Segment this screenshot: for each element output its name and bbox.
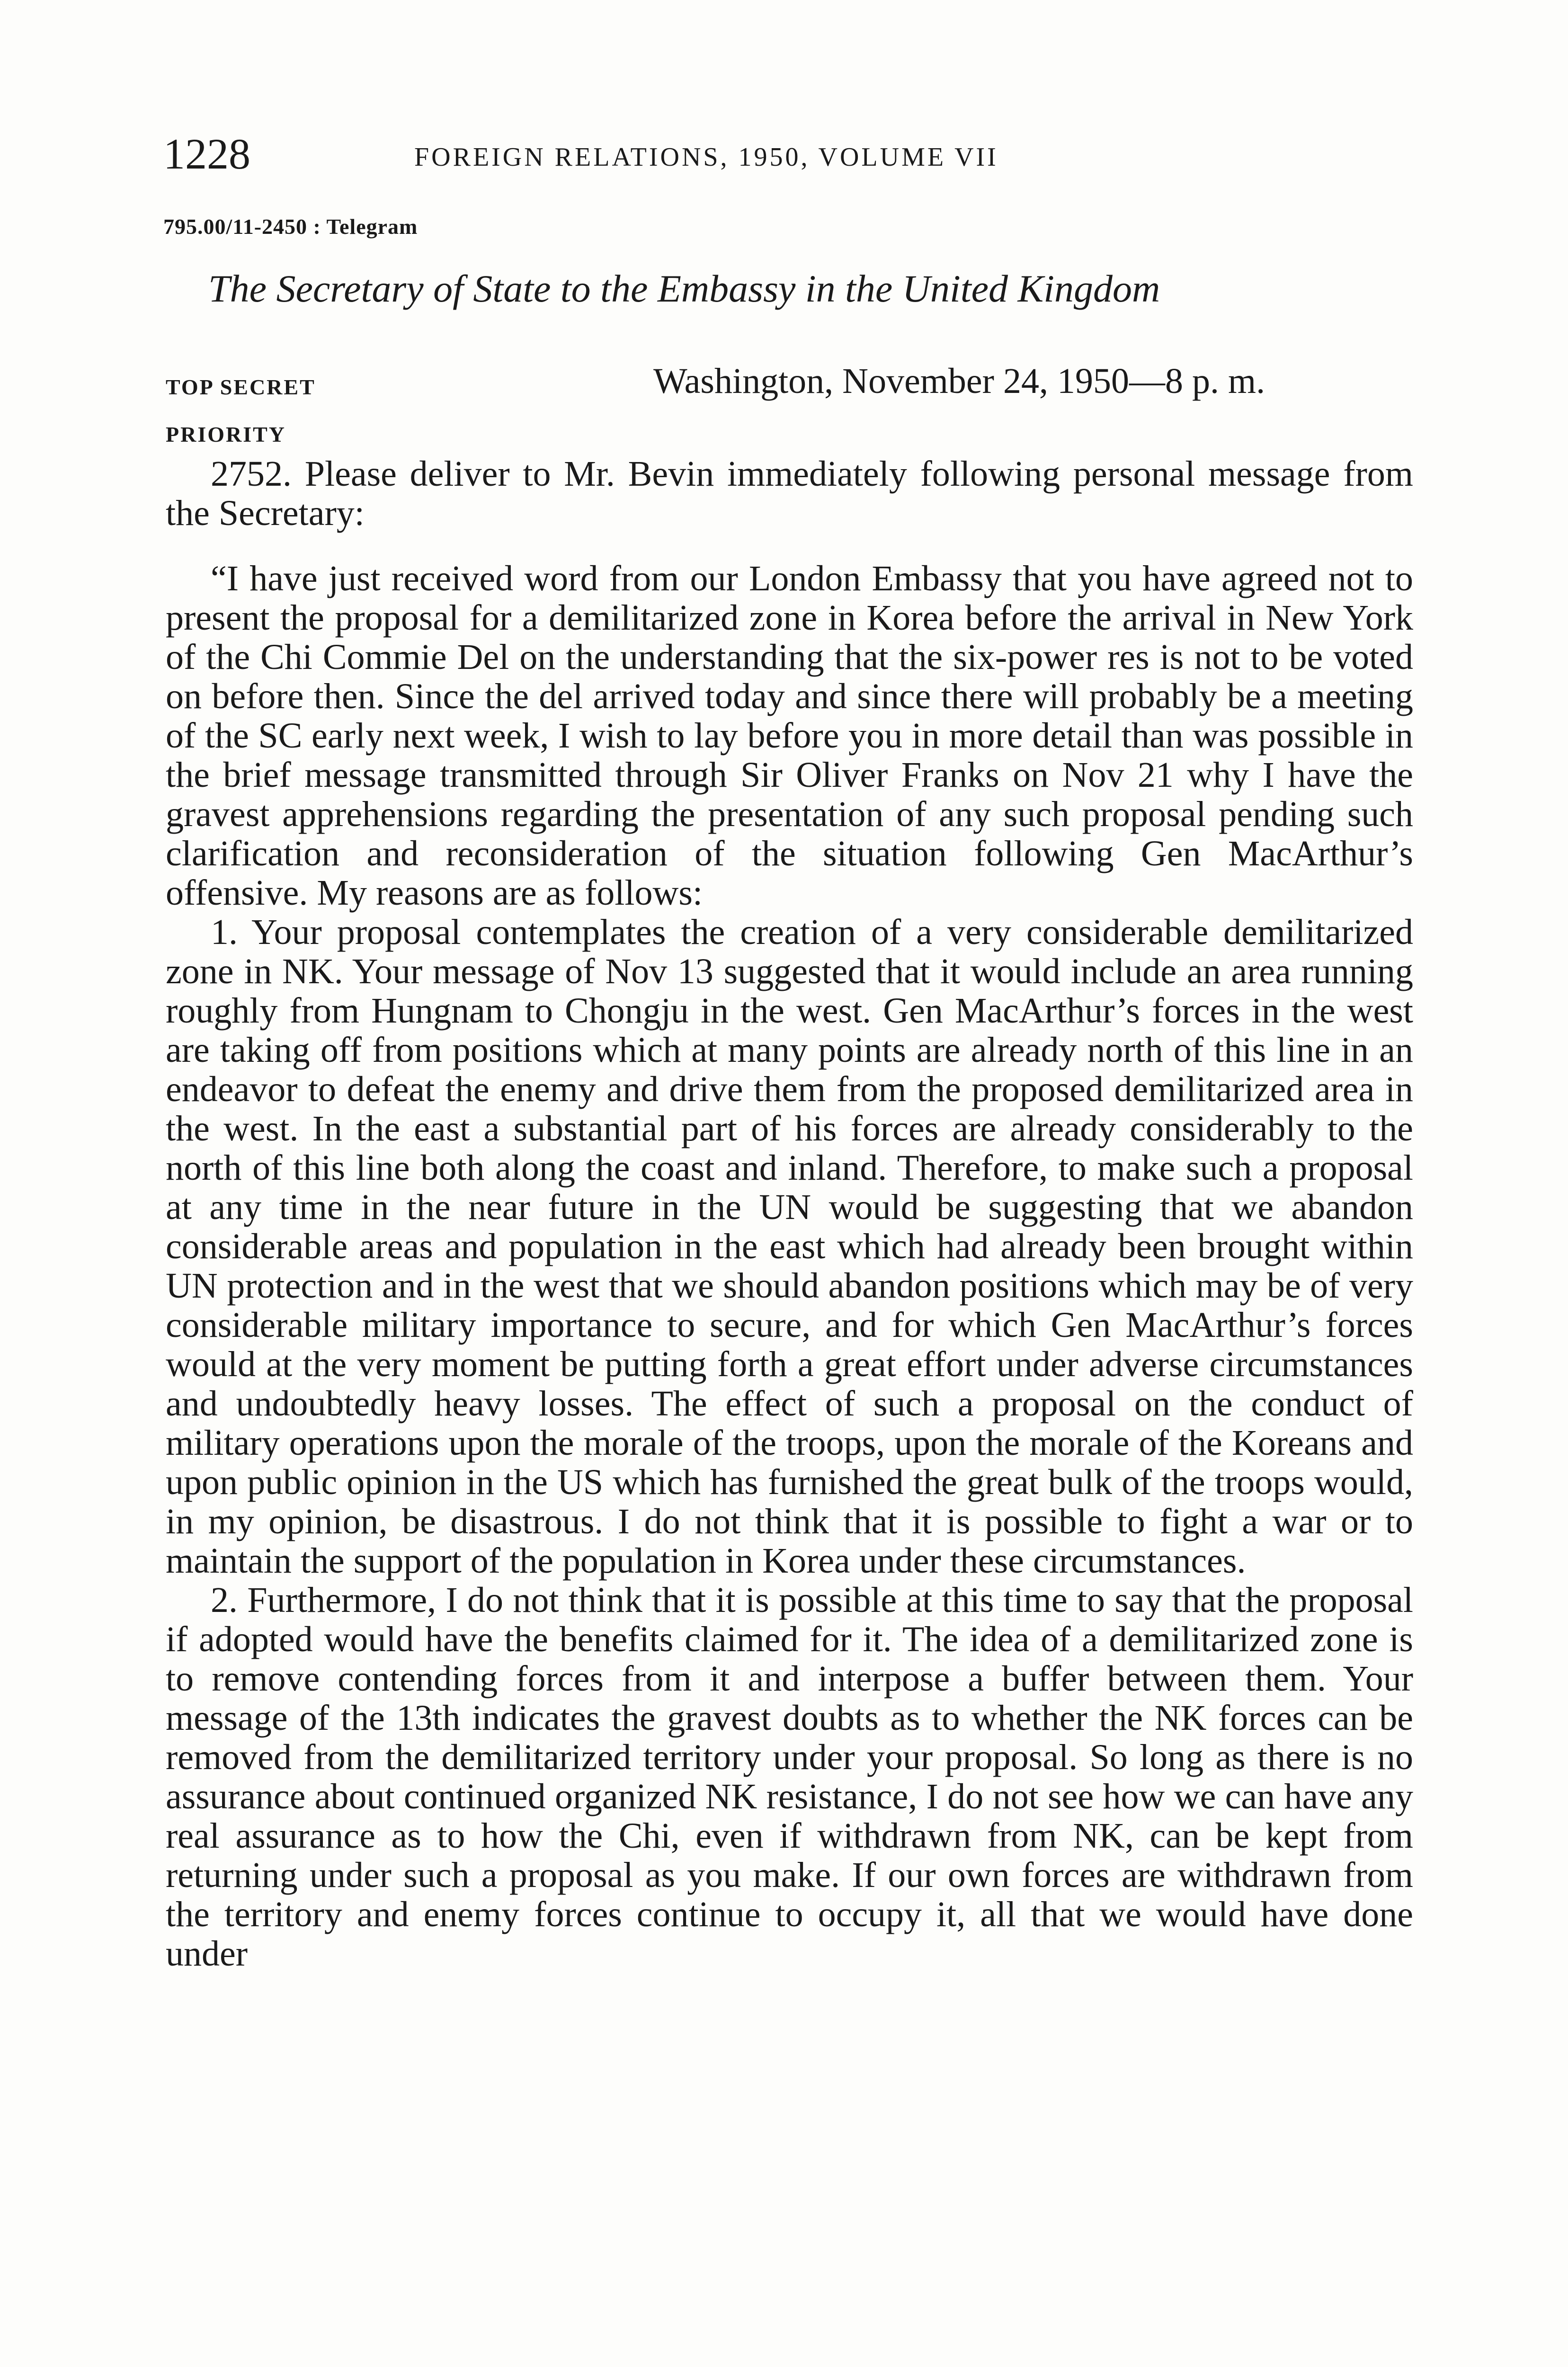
classification-block: [166, 364, 316, 458]
classification-label: TOP SECRET: [166, 375, 316, 399]
running-header: [163, 128, 1413, 185]
dateline: Washington, November 24, 1950—8 p. m.: [653, 361, 1265, 401]
body-paragraph: 2752. Please deliver to Mr. Bevin immediately following personal message from the Secretary:: [166, 454, 1413, 533]
precedence-label: PRIORITY: [166, 422, 286, 446]
document-heading: The Secretary of State to the Embassy in the United Kingdom: [208, 267, 1160, 310]
body-paragraph: 2. Furthermore, I do not think that it is possible at this time to say that the proposal if adopted would have the benefits claimed for it. The idea of a demilitarized zone is to remove contending forces from it and interpose a buffer between them. Your message of the 13th indicates the gravest doubts as to whether the NK forces can be removed from the demilitarized territory under your proposal. So long as there is no assurance about continued organized NK resistance, I do not see how we can have any real assurance as to how the Chi, even if withdrawn from NK, can be kept from returning under such a proposal as you make. If our own forces are withdrawn from the territory and enemy forces continue to occupy it, all that we would have done under: [166, 1580, 1413, 1974]
telegram-body: [166, 454, 1413, 1974]
body-paragraph: 1. Your proposal contemplates the creation of a very considerable demilitarized zone in NK. Your message of Nov 13 suggested that it would include an area running roughly from Hungnam to Chongju in the west. Gen MacArthur’s forces in the west are taking off from positions which at many points are already north of this line in an endeavor to defeat the enemy and drive them from the proposed demilitarized area in the west. In the east a substantial part of his forces are already considerably to the north of this line both along the coast and inland. Therefore, to make such a proposal at any time in the near future in the UN would be suggesting that we abandon considerable areas and population in the east which had already been brought within UN protection and in the west that we should abandon positions which may be of very considerable military importance to secure, and for which Gen MacArthur’s forces would at the very moment be putting forth a great effort under adverse circumstances and undoubtedly heavy losses. The effect of such a proposal on the conduct of military operations upon the morale of the troops, upon the morale of the Koreans and upon public opinion in the US which has furnished the great bulk of the troops would, in my opinion, be disastrous. I do not think that it is possible to fight a war or to maintain the support of the population in Korea under these circumstances.: [166, 912, 1413, 1581]
body-paragraph: “I have just received word from our London Embassy that you have agreed not to present the proposal for a demilitarized zone in Korea before the arrival in New York of the Chi Commie Del on the understanding that the six-power res is not to be voted on before then. Since the del arrived today and since there will probably be a meeting of the SC early next week, I wish to lay before you in more detail than was possible in the brief message transmitted through Sir Oliver Franks on Nov 21 why I have the gravest apprehensions regarding the presentation of any such proposal pending such clarification and reconsideration of the situation following Gen MacArthur’s offensive. My reasons are as follows:: [166, 559, 1413, 913]
file-reference: 795.00/11-2450 : Telegram: [163, 214, 418, 239]
page-number: 1228: [163, 130, 250, 178]
series-title: FOREIGN RELATIONS, 1950, VOLUME VII: [414, 142, 998, 172]
